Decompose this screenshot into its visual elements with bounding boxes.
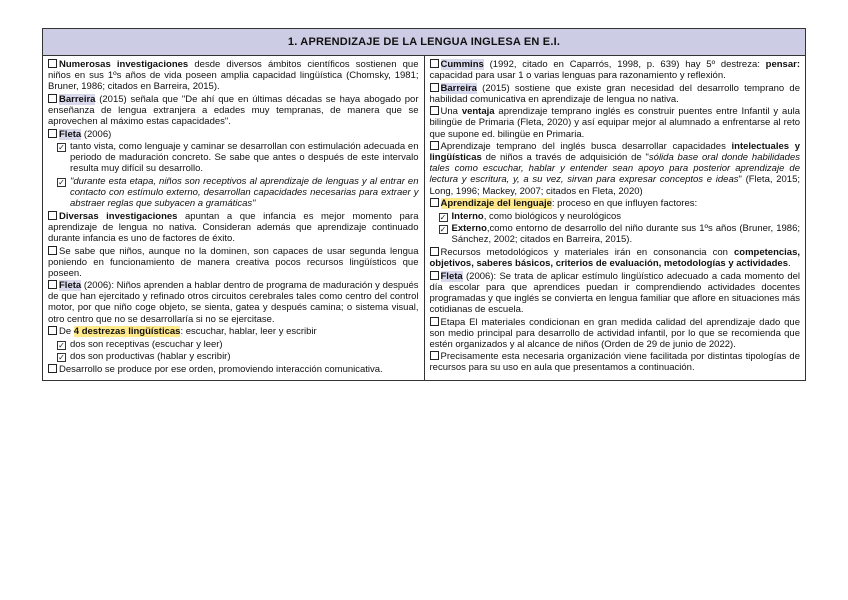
author-highlight: Barreira (59, 93, 96, 105)
key-highlight: Aprendizaje del lenguaje (440, 198, 552, 210)
paragraph-fleta: Fleta (2006) (48, 129, 419, 140)
checkbox-icon (430, 59, 439, 68)
checked-box-icon: ✓ (58, 143, 65, 153)
sub-item-externo: ✓ Externo,como entorno de desarrollo del niño durante sus 1ºs años (Bruner, 1986; Sánchez, 2002; citados en Barreira, 2015). (439, 223, 800, 246)
paragraph-aprendizaje-lenguaje: Aprendizaje del lenguaje: proceso en que influyen factores: (430, 198, 801, 209)
checked-box-icon: ✓ (439, 212, 447, 222)
author-highlight: Cummins (440, 59, 484, 70)
checkbox-icon (48, 364, 57, 373)
checkbox-icon (48, 211, 57, 220)
paragraph-fleta-2006: Fleta (2006): Niños aprenden a hablar dentro de programa de maduración y después de que han ejercitado y refinado otros circuitos cerebrales tales como centro del control motor, por que niño coge objeto, se sienta, gatea y después camina; o sistema visual, otro centro que no se desarrollaría si no se ejercitase. (48, 280, 419, 325)
paragraph-etapa: Etapa El materiales condicionan en gran medida calidad del aprendizaje dado que son medio principal para desarrollo de actividad infantil, por lo que se recomienda que estén organizados y al alcance de niños (Orden de 29 de junio de 2022). (429, 316, 800, 350)
paragraph-precisamente: Precisamente esta necesaria organización viene facilitada por distintas tipologías de recursos para su uso en aula que presentamos a continuación. (429, 351, 800, 374)
paragraph-desarrollo: Desarrollo se produce por ese orden, promoviendo interacción comunicativa. (48, 364, 419, 375)
paragraph-barreira: Barreira (2015) señala que "De ahí que en últimas décadas se haya abogado por enseñanza de lengua extranjera a edades muy tempranas, de manera que se aprovechen al máximo estas capacidades". (48, 93, 419, 127)
author-highlight: Barreira (440, 82, 477, 94)
paragraph-numerosas: Numerosas investigaciones desde diversos ámbitos científicos sostienen que niños en sus 1ºs años de vida poseen amplia capacidad lingüística (Chomsky, 1981; Bruner, 1986; citados en Barreira, 2015). (48, 59, 419, 93)
checkbox-icon (48, 129, 57, 138)
checkbox-icon (48, 246, 57, 255)
sub-item-receptivas: ✓ dos son receptivas (escuchar y leer) (58, 338, 223, 350)
section-title: 1. APRENDIZAJE DE LA LENGUA INGLESA EN E.I. (43, 29, 806, 56)
paragraph-cummins: Cummins (1992, citado en Caparrós, 1998, p. 639) hay 5º destreza: pensar: capacidad para usar 1 o varias lenguas para razonamiento y reflexión. (429, 59, 800, 82)
sub-item-productivas: ✓ dos son productivas (hablar y escribir) (58, 351, 231, 363)
checkbox-icon (48, 59, 57, 68)
paragraph-diversas: Diversas investigaciones apuntan a que infancia es mejor momento para aprendizaje de lengua no nativa. Consideran además que aprendizaje continuado durante infancia es uno de factores de éxito. (48, 210, 419, 244)
author-highlight: Fleta (440, 270, 463, 282)
checked-box-icon: ✓ (58, 340, 65, 350)
checkbox-icon (430, 141, 439, 150)
left-column (43, 56, 425, 381)
paragraph-ventaja: Una ventaja aprendizaje temprano inglés es construir puentes entre Infantil y aula bilingüe de Primaria (Fleta, 2020) y así equipar mejor al alumnado a enfrentarse al reto que supone ed. bilingüe en Primaria. (429, 106, 800, 140)
checkbox-icon (430, 351, 439, 360)
checked-box-icon: ✓ (58, 177, 65, 187)
sub-item-vista: ✓ tanto vista, como lenguaje y caminar se desarrollan con estimulación adecuada en periodo de maduración concreto. Se sabe que antes o después de este intervalo resulta muy difícil su desarrollo. (58, 141, 419, 175)
key-highlight: 4 destrezas lingüísticas (73, 326, 181, 338)
content-table (42, 28, 806, 381)
paragraph-aprendizaje-temprano: Aprendizaje temprano del inglés busca desarrollar capacidades intelectuales y lingüísticas de niños a través de adquisición de "sólida base oral donde habilidades tales como escuchar, hablar y entender sean apoyo para posterior aprendizaje de lectura y escritura, y, a su vez, sirvan para expresar conceptos e ideas" (Fleta, 2015; Long, 1996; Mackey, 2007; citados en Fleta, 2020) (429, 141, 800, 197)
paragraph-se-sabe: Se sabe que niños, aunque no la dominen, son capaces de usar segunda lengua poniendo en funcionamiento de manera creativa pocos recursos lingüísticos que poseen. (48, 245, 419, 279)
checkbox-icon (48, 94, 57, 103)
author-highlight: Fleta (59, 280, 82, 292)
paragraph-recursos: Recursos metodológicos y materiales irán en consonancia con competencias, objetivos, saberes básicos, criterios de evaluación, metodologías y actividades. (429, 247, 800, 270)
checkbox-icon (48, 280, 57, 289)
document-sheet (42, 28, 806, 381)
checkbox-icon (430, 317, 439, 326)
paragraph-fleta-right: Fleta (2006): Se trata de aplicar estímulo lingüístico adecuado a cada momento del día escolar para que aprendices puedan ir comprendiendo actividades docentes programadas y que inglés se convierta en lengua familiar que aflore en situaciones más cotidianas de escuela. (429, 270, 800, 315)
author-highlight: Fleta (59, 128, 82, 140)
sub-item-interno: ✓ Interno, como biológicos y neurológicos (439, 210, 621, 222)
paragraph-barreira-right: Barreira (2015) sostiene que existe gran necesidad del desarrollo temprano de habilidad comunicativa en aprendizaje de lengua no nativa. (429, 82, 800, 105)
checkbox-icon (48, 326, 57, 335)
checkbox-icon (430, 198, 439, 207)
checked-box-icon: ✓ (439, 225, 447, 235)
checkbox-icon (430, 247, 439, 256)
checked-box-icon: ✓ (58, 353, 65, 363)
checkbox-icon (430, 271, 439, 280)
checkbox-icon (430, 83, 439, 92)
checkbox-icon (430, 106, 439, 115)
sub-item-quote: ✓ "durante esta etapa, niños son receptivos al aprendizaje de lenguas y al entrar en contacto con estímulo externo, desarrollan capacidades necesarias para extraer y abstraer reglas que subyacen a gramáticas" (58, 175, 419, 210)
right-column (424, 56, 806, 381)
paragraph-destrezas: De 4 destrezas lingüísticas: escuchar, hablar, leer y escribir (48, 326, 419, 337)
